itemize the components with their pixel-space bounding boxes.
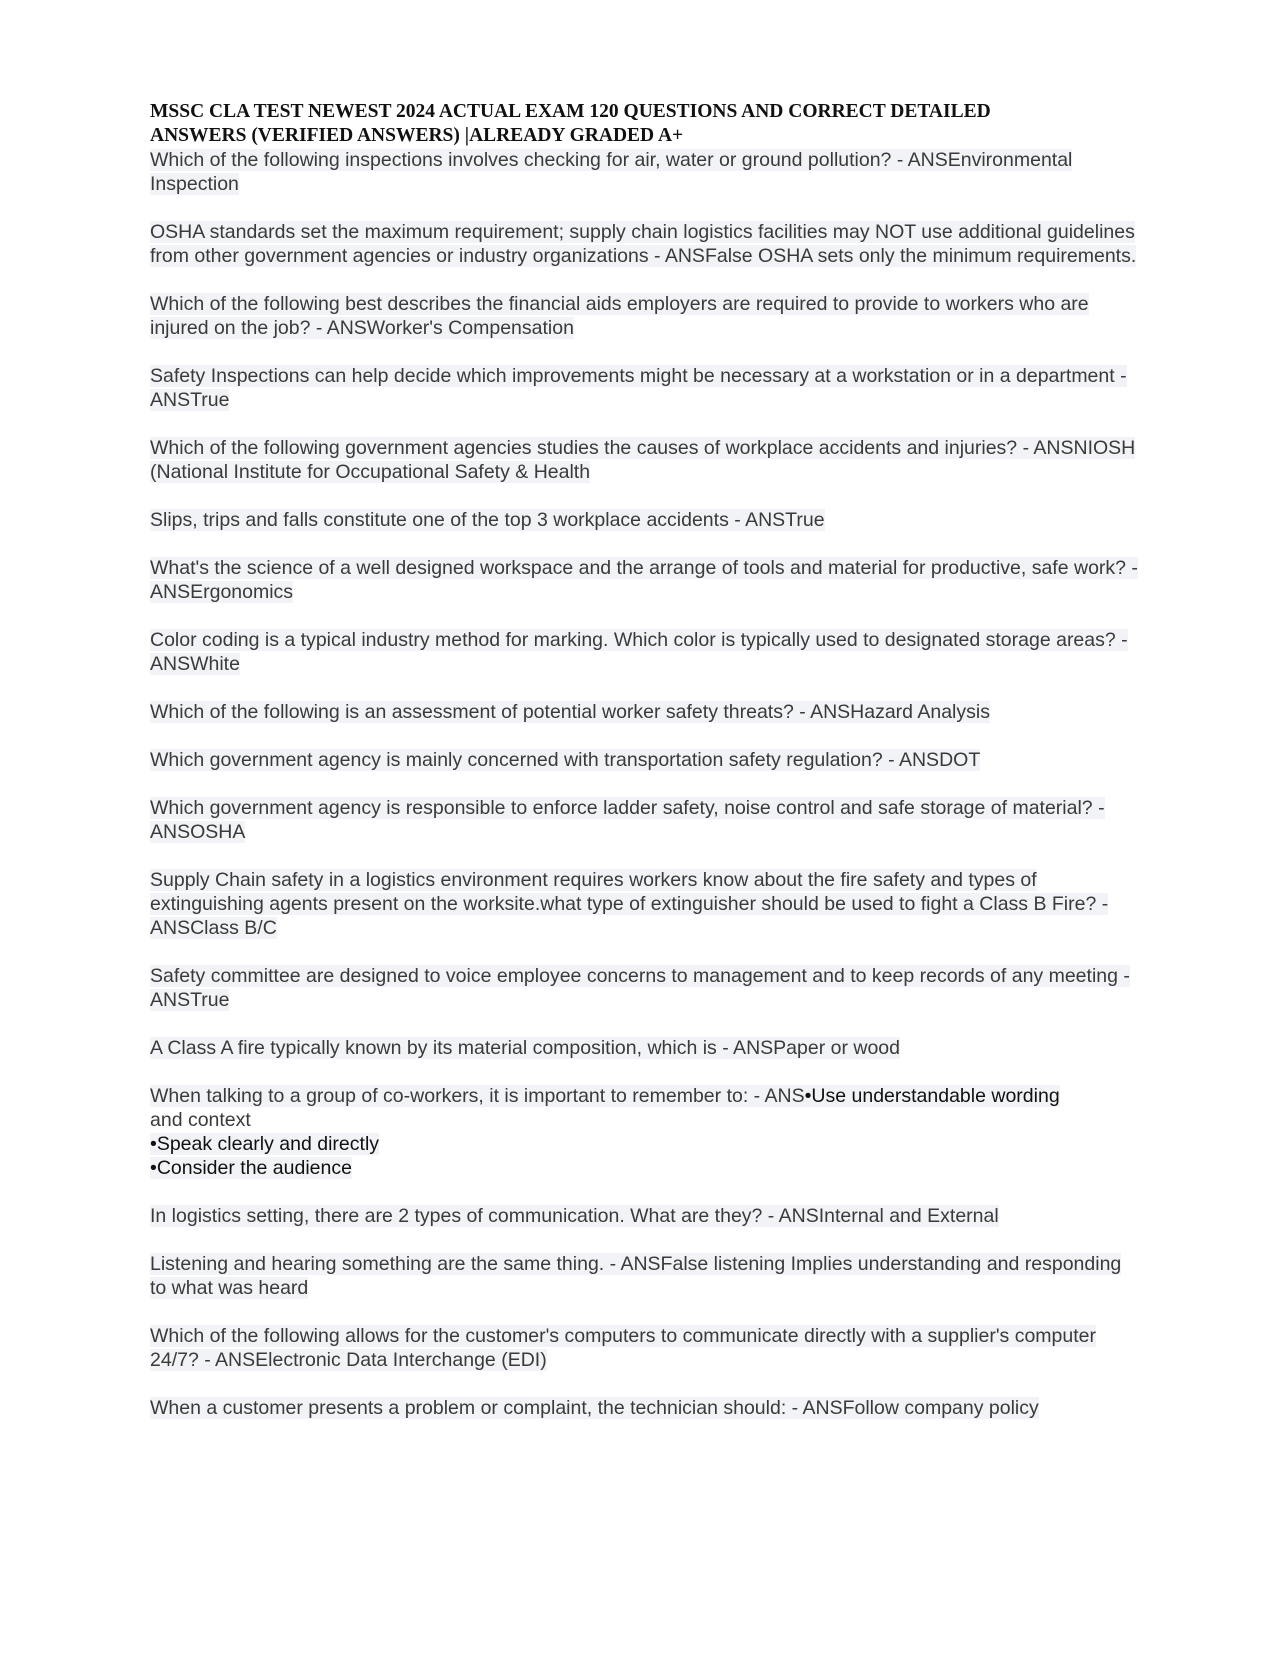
qa-item: What's the science of a well designed workspace and the arrange of tools and material for productive, safe work? - ANSErgonomics: [150, 557, 1138, 603]
qa-item: Supply Chain safety in a logistics environment requires workers know about the fire safety and types of extinguishing agents present on the worksite.what type of extinguisher should be used to fight a Class B Fire? - ANSClass B/C: [150, 869, 1109, 939]
communication-bullet-1: •Use understandable wording: [804, 1085, 1060, 1107]
qa-item: Which government agency is mainly concerned with transportation safety regulation? - ANSDOT: [150, 749, 981, 771]
qa-item-communication: [150, 1084, 1140, 1180]
qa-item: Color coding is a typical industry method for marking. Which color is typically used to designated storage areas? - ANSWhite: [150, 629, 1128, 675]
document-page: [150, 100, 1140, 1444]
qa-item: Which of the following inspections involves checking for air, water or ground pollution? - ANSEnvironmental Inspection: [150, 149, 1073, 195]
communication-lead: When talking to a group of co-workers, it is important to remember to: - ANS: [150, 1085, 805, 1107]
qa-item: A Class A fire typically known by its material composition, which is - ANSPaper or wood: [150, 1037, 900, 1059]
qa-item: Listening and hearing something are the same thing. - ANSFalse listening Implies understanding and responding to what was heard: [150, 1253, 1122, 1299]
communication-bullet-3: •Consider the audience: [150, 1157, 352, 1179]
qa-item: Which of the following best describes the financial aids employers are required to provide to workers who are injured on the job? - ANSWorker's Compensation: [150, 293, 1089, 339]
qa-item: Which government agency is responsible to enforce ladder safety, noise control and safe storage of material? - ANSOSHA: [150, 797, 1105, 843]
qa-item: Slips, trips and falls constitute one of the top 3 workplace accidents - ANSTrue: [150, 509, 825, 531]
qa-item: In logistics setting, there are 2 types of communication. What are they? - ANSInternal and External: [150, 1205, 999, 1227]
qa-item: Safety committee are designed to voice employee concerns to management and to keep records of any meeting - ANSTrue: [150, 965, 1130, 1011]
communication-bullet-1-cont: and context: [150, 1109, 251, 1131]
qa-list: [150, 148, 1140, 1420]
title-line-2: ANSWERS (VERIFIED ANSWERS) |ALREADY GRADED A+: [150, 125, 684, 146]
qa-item: Safety Inspections can help decide which improvements might be necessary at a workstation or in a department - ANSTrue: [150, 365, 1127, 411]
qa-item: Which of the following allows for the customer's computers to communicate directly with a supplier's computer 24/7? - ANSElectronic Data Interchange (EDI): [150, 1325, 1096, 1371]
qa-item: OSHA standards set the maximum requirement; supply chain logistics facilities may NOT use additional guidelines from other government agencies or industry organizations - ANSFalse OSHA sets only the minimum requirements.: [150, 221, 1137, 267]
qa-item: Which of the following is an assessment of potential worker safety threats? - ANSHazard Analysis: [150, 701, 990, 723]
document-title: [150, 100, 1140, 148]
title-line-1: MSSC CLA TEST NEWEST 2024 ACTUAL EXAM 120 QUESTIONS AND CORRECT DETAILED: [150, 101, 991, 122]
communication-bullet-2: •Speak clearly and directly: [150, 1133, 380, 1155]
qa-item: When a customer presents a problem or complaint, the technician should: - ANSFollow company policy: [150, 1397, 1039, 1419]
qa-item: Which of the following government agencies studies the causes of workplace accidents and injuries? - ANSNIOSH (National Institute for Occupational Safety & Health: [150, 437, 1136, 483]
